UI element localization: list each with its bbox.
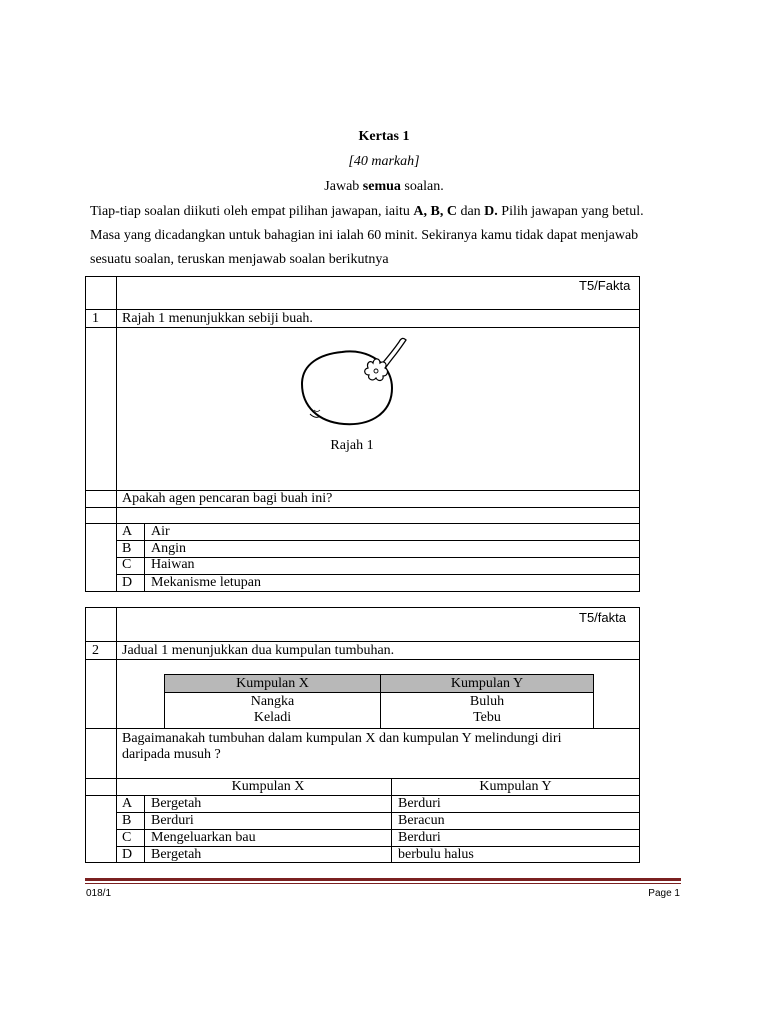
q2-option-a-y[interactable]: Berduri [398, 796, 441, 811]
q2-option-a-x[interactable]: Bergetah [151, 796, 202, 811]
q2-question-line-1: Bagaimanakah tumbuhan dalam kumpulan X dan kumpulan Y melindungi diri [122, 731, 562, 746]
jadual-header-y: Kumpulan Y [450, 676, 524, 691]
q2-option-b-x[interactable]: Berduri [151, 813, 194, 828]
instruction-bold: semua [362, 179, 401, 194]
jadual-x-item-2: Keladi [253, 710, 292, 725]
footer-rule-thick [85, 878, 681, 881]
q1-topic-tag: T5/Fakta [579, 278, 631, 293]
q1-stem: Rajah 1 menunjukkan sebiji buah. [122, 311, 313, 326]
paper-title: Kertas 1 [358, 129, 410, 144]
q2-option-c-y[interactable]: Berduri [398, 830, 441, 845]
q2-option-c-letter[interactable]: C [122, 830, 132, 845]
intro-l1-c: dan [456, 204, 485, 219]
q2-option-b-letter[interactable]: B [122, 813, 132, 828]
q1-option-d-text[interactable]: Mekanisme letupan [151, 575, 262, 590]
q1-option-c-text[interactable]: Haiwan [151, 557, 195, 572]
q2-option-c-x[interactable]: Mengeluarkan bau [151, 830, 256, 845]
total-marks: [40 markah] [348, 154, 420, 169]
intro-line-1 [90, 200, 690, 224]
instruction [0, 179, 768, 195]
answer-header-y: Kumpulan Y [479, 779, 552, 794]
footer-paper-code: 018/1 [86, 888, 112, 899]
footer-rule-thin [85, 883, 681, 884]
q2-number: 2 [92, 643, 99, 658]
instruction-pre: Jawab [324, 179, 363, 194]
q2-option-d-x[interactable]: Bergetah [151, 847, 202, 862]
q2-option-d-y[interactable]: berbulu halus [398, 847, 474, 862]
intro-l1-d: D. [484, 204, 498, 219]
intro-line-3: sesuatu soalan, teruskan menjawab soalan berikutnya [90, 252, 389, 267]
answer-header-x: Kumpulan X [231, 779, 305, 794]
q1-option-c-letter[interactable]: C [122, 557, 132, 572]
q2-question-line-2: daripada musuh ? [122, 747, 221, 762]
q2-option-b-y[interactable]: Beracun [398, 813, 445, 828]
q1-number: 1 [92, 311, 99, 326]
intro-l1-b: A, B, C [413, 204, 457, 219]
q2-option-a-letter[interactable]: A [122, 796, 133, 811]
figure-1-caption: Rajah 1 [330, 438, 374, 453]
jadual-x-item-1: Nangka [250, 694, 295, 709]
intro-line-2: Masa yang dicadangkan untuk bahagian ini ialah 60 minit. Sekiranya kamu tidak dapat menjawab [90, 228, 639, 243]
instruction-post: soalan. [400, 179, 444, 194]
q2-option-d-letter[interactable]: D [122, 847, 133, 862]
q2-topic-tag: T5/fakta [579, 610, 626, 625]
q1-option-d-letter[interactable]: D [122, 575, 133, 590]
jadual-y-item-2: Tebu [473, 710, 501, 725]
footer-page-number: Page 1 [648, 888, 680, 899]
q1-question: Apakah agen pencaran bagi buah ini? [122, 491, 333, 506]
fruit-illustration [296, 330, 408, 430]
jadual-header-x: Kumpulan X [236, 676, 309, 691]
jadual-y-item-1: Buluh [469, 694, 505, 709]
q1-option-b-letter[interactable]: B [122, 541, 132, 556]
q1-option-a-letter[interactable]: A [122, 524, 133, 539]
intro-l1-e: Pilih jawapan yang betul. [497, 204, 644, 219]
q2-stem: Jadual 1 menunjukkan dua kumpulan tumbuhan. [122, 643, 395, 658]
q1-option-b-text[interactable]: Angin [151, 541, 186, 556]
intro-l1-a: Tiap-tiap soalan diikuti oleh empat pilihan jawapan, iaitu [90, 204, 414, 219]
q1-option-a-text[interactable]: Air [151, 524, 170, 539]
